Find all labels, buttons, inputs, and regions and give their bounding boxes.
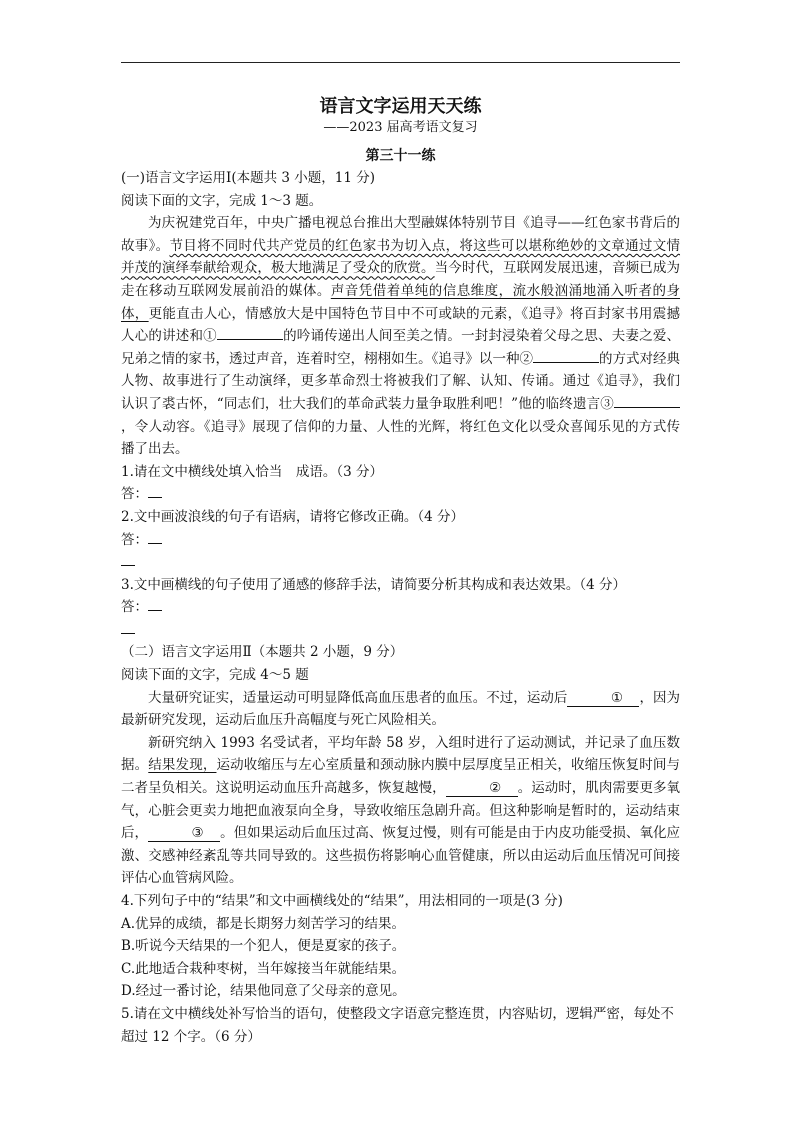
- passage-text: 大量研究证实，适量运动可明显降低高血压患者的血压。不过，运动后: [148, 689, 568, 706]
- blank-2[interactable]: [533, 362, 599, 363]
- blank-label-1[interactable]: ①: [567, 690, 639, 707]
- document-page: [121, 95, 680, 1048]
- option-d[interactable]: D.经过一番讨论，结果他同意了父母亲的意见。: [121, 983, 406, 1000]
- lesson-heading: 第三十一练: [365, 148, 436, 164]
- answer-label: 答：: [121, 599, 148, 616]
- passage-text: 的吟诵传递出人间至美之情。一封封浸染着父母之思、夫妻之爱、兄弟之情的家书，透过声音，连着时空，栩栩如生。《追寻》以一种②: [121, 328, 681, 367]
- answer-row-1: [121, 483, 680, 506]
- passage-text: 。但如果运动后血压过高、恢复过慢，则有可能是由于内皮功能受损、氧化应激、交感神经紊乱等共同导致的。这些损伤将影响心血管健康，所以由运动后血压情况可间接评估心血管病风险。: [121, 825, 681, 887]
- passage-text: ，令人动容。《追寻》展现了信仰的力量、人性的光辉，将红色文化以受众喜闻乐见的方式传播了出去。: [121, 418, 680, 458]
- question-1: 1.请在文中横线处填入恰当 成语。（3 分）: [121, 463, 384, 480]
- passage-text: 为庆祝建党百年，中央广播电视总台推出大型融媒体特别节目《追寻——红色家书背后的故事》。: [121, 215, 680, 254]
- blank-3[interactable]: [614, 407, 680, 408]
- answer-row-2b: [121, 551, 680, 574]
- document-subtitle: ——2023 届高考语文复习: [323, 120, 478, 135]
- question-3: 3.文中画横线的句子使用了通感的修辞手法，请简要分析其构成和表达效果。（4 分）: [121, 576, 627, 593]
- passage-text: 新研究纳入 1993 名受试者，平均年龄 58 岁，入组时进行了运动测试，并记录了血压数据。: [121, 734, 680, 774]
- section1-heading: (一)语言文字运用Ⅰ(本题共 3 小题，11 分): [121, 170, 376, 186]
- section2-heading: （二）语言文字运用Ⅱ（本题共 2 小题，9 分）: [121, 644, 404, 661]
- passage-text: 。运动时，肌肉需要更多氧气，心脏会更卖力地把血液泵向全身，导致收缩压急剧升高。但这种影响是暂时的，运动结束后，: [121, 780, 681, 842]
- passage-text: 更能直击人心，情感放大是中国特色节目中不可或缺的元素，《追寻》将百封家书用震撼人心的讲述和①: [121, 305, 681, 345]
- section2-passage-2: [121, 732, 680, 890]
- question-5: 5.请在文中横线处补写恰当的语句，使整段文字语意完整连贯，内容贴切，逻辑严密，每处不超过 12 个字。（6 分）: [121, 1005, 674, 1045]
- answer-line[interactable]: [121, 621, 135, 634]
- question-4: 4.下列句子中的“结果”和文中画横线处的“结果”，用法相同的一项是(3 分): [121, 893, 563, 909]
- blank-label-3[interactable]: ③: [148, 825, 220, 842]
- blank-1[interactable]: [217, 339, 283, 340]
- option-b[interactable]: B.听说今天结果的一个犯人，便是夏家的孩子。: [121, 938, 406, 955]
- answer-row-2: [121, 529, 680, 552]
- wavy-underlined-sentence: 节目将不同时代共产党员的红色家书为切入点，将这些可以堪称绝妙的文章通过文情并茂的演绎奉献给观众，极大地满足了受众的欣赏。: [121, 237, 681, 277]
- answer-line[interactable]: [148, 531, 162, 544]
- section2-passage-1: [121, 687, 680, 732]
- answer-label: 答：: [121, 486, 148, 503]
- passage-text: 运动收缩压与左心室质量和颈动脉内膜中层厚度呈正相关，收缩压恢复时间与二者呈负相关。这说明运动血压升高越多，恢复越慢，: [121, 757, 681, 797]
- section1-instruction: 阅读下面的文字，完成 1～3 题。: [121, 192, 323, 209]
- passage-text: ，因为最新研究发现，运动后血压升高幅度与死亡风险相关。: [121, 689, 681, 729]
- answer-line[interactable]: [121, 553, 135, 566]
- answer-line[interactable]: [148, 598, 162, 611]
- section1-passage: [121, 212, 680, 461]
- question-2: 2.文中画波浪线的句子有语病，请将它修改正确。（4 分）: [121, 508, 465, 525]
- option-a[interactable]: A.优异的成绩，都是长期努力刻苦学习的结果。: [121, 915, 406, 932]
- answer-row-3: [121, 596, 680, 619]
- underlined-sentence: 声音凭借着单纯的信息维度，流水般汹涌地涌入听者的身体，: [121, 282, 681, 322]
- answer-label: 答：: [121, 531, 148, 548]
- answer-line[interactable]: [148, 485, 162, 498]
- option-c[interactable]: C.此地适合栽种枣树，当年嫁接当年就能结果。: [121, 960, 406, 977]
- header-rule: [121, 62, 680, 63]
- answer-row-3b: [121, 619, 680, 642]
- passage-text: 的方式对经典人物、故事进行了生动演绎，更多革命烈士将被我们了解、认知、传诵。通过《追寻》，我们认识了裘古怀，“同志们，壮大我们的革命武装力量争取胜利吧！”他的临终遗言③: [121, 350, 681, 412]
- blank-label-2[interactable]: ②: [446, 780, 518, 797]
- document-title: 语言文字运用天天练: [319, 96, 482, 117]
- underlined-phrase: 结果发现，: [148, 757, 217, 774]
- passage-text: 当今时代，互联网发展迅速，音频已成为走在移动互联网发展前沿的媒体。: [121, 260, 681, 299]
- section2-instruction: 阅读下面的文字，完成 4～5 题: [121, 667, 309, 684]
